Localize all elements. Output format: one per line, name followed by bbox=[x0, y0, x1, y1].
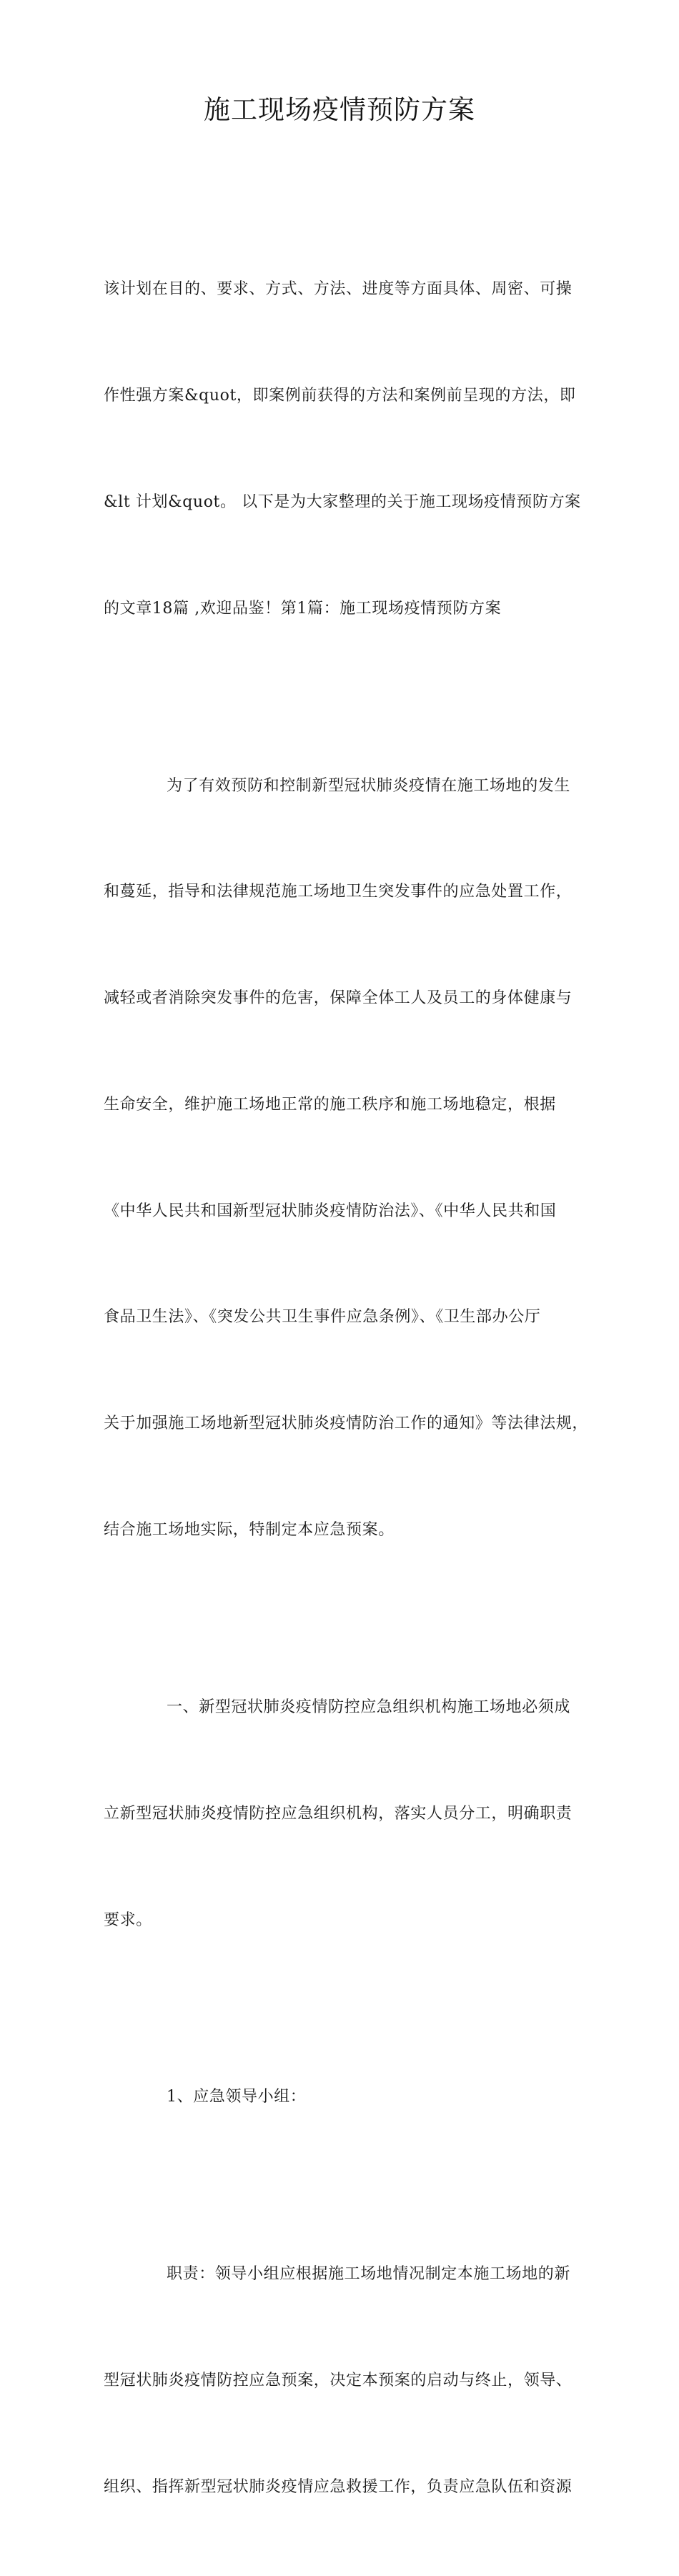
text-line: 和蔓延，指导和法律规范施工场地卫生突发事件的应急处置工作， bbox=[104, 883, 573, 901]
text-line: 1、应急领导小组： bbox=[167, 2088, 307, 2106]
text-line: 该计划在目的、要求、方式、方法、进度等方面具体、周密、可操 bbox=[104, 280, 573, 299]
text-line: 作性强方案&quot，即案例前获得的方法和案例前呈现的方法，即 bbox=[104, 386, 576, 405]
text-line: 组织、指挥新型冠状肺炎疫情应急救援工作，负责应急队伍和资源 bbox=[104, 2478, 573, 2496]
text-line: 立新型冠状肺炎疫情防控应急组织机构，落实人员分工，明确职责 bbox=[104, 1804, 573, 1823]
paragraph-section-one bbox=[104, 1619, 590, 2009]
paragraph-intro bbox=[104, 201, 590, 697]
text-line: 一、新型冠状肺炎疫情防控应急组织机构施工场地必须成 bbox=[167, 1698, 571, 1716]
paragraph-duties bbox=[104, 2186, 590, 2576]
paragraph-subheading bbox=[104, 2008, 590, 2186]
text-line: 生命安全，维护施工场地正常的施工秩序和施工场地稳定，根据 bbox=[104, 1095, 556, 1114]
text-line: 为了有效预防和控制新型冠状肺炎疫情在施工场地的发生 bbox=[167, 776, 571, 795]
text-line: 食品卫生法》、《突发公共卫生事件应急条例》、《卫生部办公厅 bbox=[104, 1308, 541, 1327]
text-line: 型冠状肺炎疫情防控应急预案，决定本预案的启动与终止，领导、 bbox=[104, 2372, 573, 2390]
text-line: 职责：领导小组应根据施工场地情况制定本施工场地的新 bbox=[167, 2265, 571, 2284]
document-body bbox=[104, 201, 590, 2576]
text-line: 结合施工场地实际，特制定本应急预案。 bbox=[104, 1520, 395, 1539]
paragraph-purpose bbox=[104, 697, 590, 1618]
text-line: 要求。 bbox=[104, 1911, 152, 1929]
document-title: 施工现场疫情预防方案 bbox=[204, 94, 475, 125]
text-line: 的文章18篇 ,欢迎品鉴！第1篇：施工现场疫情预防方案 bbox=[104, 599, 502, 618]
text-line: 减轻或者消除突发事件的危害，保障全体工人及员工的身体健康与 bbox=[104, 989, 573, 1008]
text-line: 《中华人民共和国新型冠状肺炎疫情防治法》、《中华人民共和国 bbox=[104, 1202, 557, 1220]
text-line: 关于加强施工场地新型冠状肺炎疫情防治工作的通知》等法律法规， bbox=[104, 1415, 589, 1433]
text-line: &lt 计划&quot。 以下是为大家整理的关于施工现场疫情预防方案 bbox=[104, 492, 581, 511]
